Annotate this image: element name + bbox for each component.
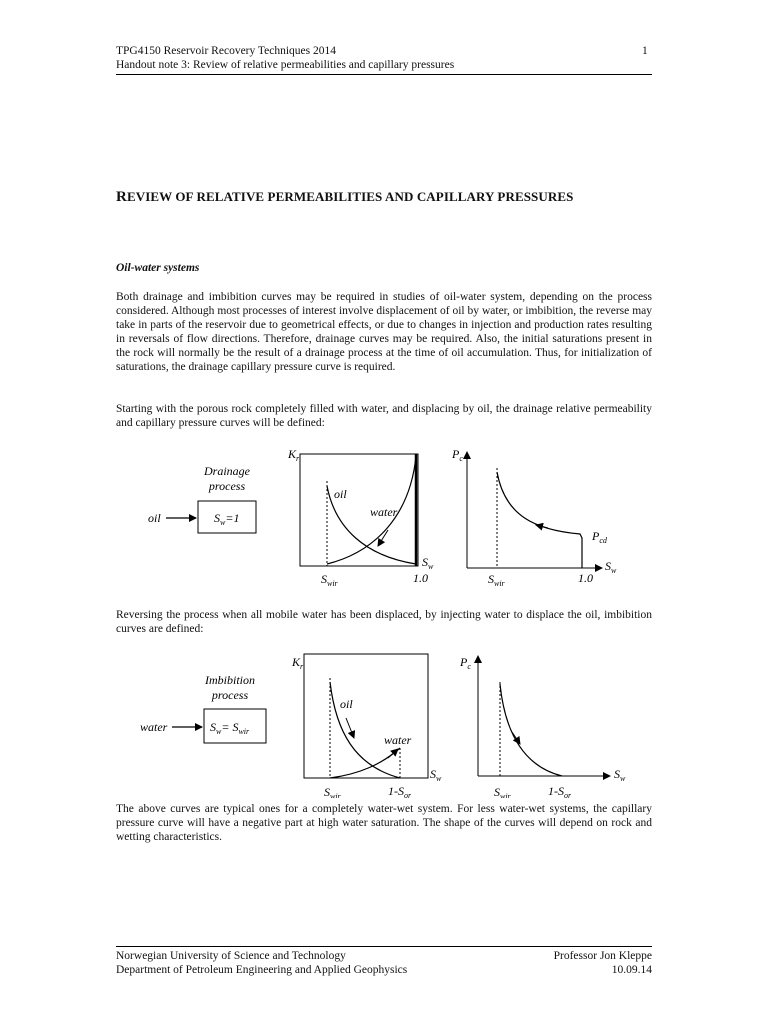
header-rule xyxy=(116,74,652,75)
imbibition-pc-arrow xyxy=(512,732,520,744)
paragraph-1: Both drainage and imbibition curves may be required in studies of oil-water system, depending on the process considered. Although most processes of interest involve displacement of oil by water, or imbibition, the reverse may take in parts of the reservoir due to geometrical effects, or due to changes in injection and production rates resulting in reversals of flow directions. Therefore, drainage curves may be required. Also, the initial saturations present in the rock will normally be the result of a drainage process at the time of oil accumulation. Thus, for initialization of saturations, the drainage capillary pressure curve is required. xyxy=(116,291,652,373)
footer-author: Professor Jon Kleppe xyxy=(553,950,652,962)
drainage-box-text: $S_w=1$ xyxy=(214,511,240,527)
imbibition-kr-swir-label: $S_{wir}$ xyxy=(324,785,341,798)
drainage-kr-sw-label: $S_w$ xyxy=(422,555,434,571)
footer-date: 10.09.14 xyxy=(611,964,652,976)
drainage-pc-swir-label: $S_{wir}$ xyxy=(488,572,505,588)
page-number: 1 xyxy=(642,45,648,57)
drainage-pc-arrow xyxy=(536,525,548,528)
imbibition-figure xyxy=(130,652,630,798)
imbibition-kr-sor-label: $1-S_{or}$ xyxy=(388,784,412,798)
imbibition-pc-swir-label: $S_{wir}$ xyxy=(494,785,511,798)
paragraph-4: The above curves are typical ones for a completely water-wet system. For less water-wet systems, the capillary pressure curve will have a negative part at high water saturation. The shape of the curves will depend on rock and wetting characteristics. xyxy=(116,803,652,843)
paragraph-2: Starting with the porous rock completely filled with water, and displacing by oil, the drainage relative permeability and capillary pressure curves will be defined: xyxy=(116,403,652,429)
drainage-pc-sw-label: $S_w$ xyxy=(605,559,617,575)
imbibition-process-label-2: process xyxy=(211,688,249,702)
imbibition-kr-sw-label: $S_w$ xyxy=(430,767,442,783)
drainage-kr-oil-label: oil xyxy=(334,487,347,501)
imbibition-kr-water-arrow xyxy=(388,749,398,758)
imbibition-pc-curve xyxy=(500,684,562,776)
paragraph-3: Reversing the process when all mobile water has been displaced, by injecting water to displace the oil, imbibition curves are defined: xyxy=(116,609,652,635)
footer-department: Department of Petroleum Engineering and Applied Geophysics xyxy=(116,964,408,976)
drainage-pc-curve xyxy=(497,472,582,568)
page-title xyxy=(116,189,573,206)
imbibition-kr-water-label: water xyxy=(384,733,412,747)
title-rest: EVIEW OF RELATIVE PERMEABILITIES AND CAPILLARY PRESSURES xyxy=(126,189,574,204)
drainage-input-fluid: oil xyxy=(148,511,161,525)
section-heading: Oil-water systems xyxy=(116,262,200,274)
imbibition-kr-oil-label: oil xyxy=(340,697,353,711)
imbibition-kr-frame xyxy=(304,654,428,778)
drainage-process-label-1: Drainage xyxy=(204,464,250,478)
header-course: TPG4150 Reservoir Recovery Techniques 2014 xyxy=(116,45,336,57)
drainage-kr-swir-label: $S_{wir}$ xyxy=(321,572,338,588)
drainage-kr-label: $K_r$ xyxy=(288,447,300,463)
drainage-kr-one-label: 1.0 xyxy=(413,571,428,585)
imbibition-pc-sor-label: $1-S_{or}$ xyxy=(548,784,572,798)
drainage-kr-water-label: water xyxy=(370,505,398,519)
footer-university: Norwegian University of Science and Technology xyxy=(116,950,346,962)
imbibition-kr-oil-arrow xyxy=(346,718,354,738)
imbibition-process-label-1: Imbibition xyxy=(205,673,255,687)
drainage-pc-label: $P_c$ xyxy=(452,447,463,463)
header-handout: Handout note 3: Review of relative permeabilities and capillary pressures xyxy=(116,59,455,71)
title-first-letter: R xyxy=(116,189,127,205)
footer-rule xyxy=(116,946,652,947)
drainage-pc-one-label: 1.0 xyxy=(578,571,593,585)
imbibition-box-text: $S_w= S_{wir}$ xyxy=(210,720,250,736)
imbibition-pc-label: $P_c$ xyxy=(460,655,471,671)
imbibition-kr-water-curve xyxy=(330,748,400,778)
imbibition-kr-label: $K_r$ xyxy=(292,655,304,671)
imbibition-pc-sw-label: $S_w$ xyxy=(614,767,626,783)
imbibition-input-fluid: water xyxy=(140,720,168,734)
drainage-pcd-label: $P_{cd}$ xyxy=(592,529,607,545)
drainage-process-label-2: process xyxy=(208,479,246,493)
drainage-figure xyxy=(130,446,630,594)
